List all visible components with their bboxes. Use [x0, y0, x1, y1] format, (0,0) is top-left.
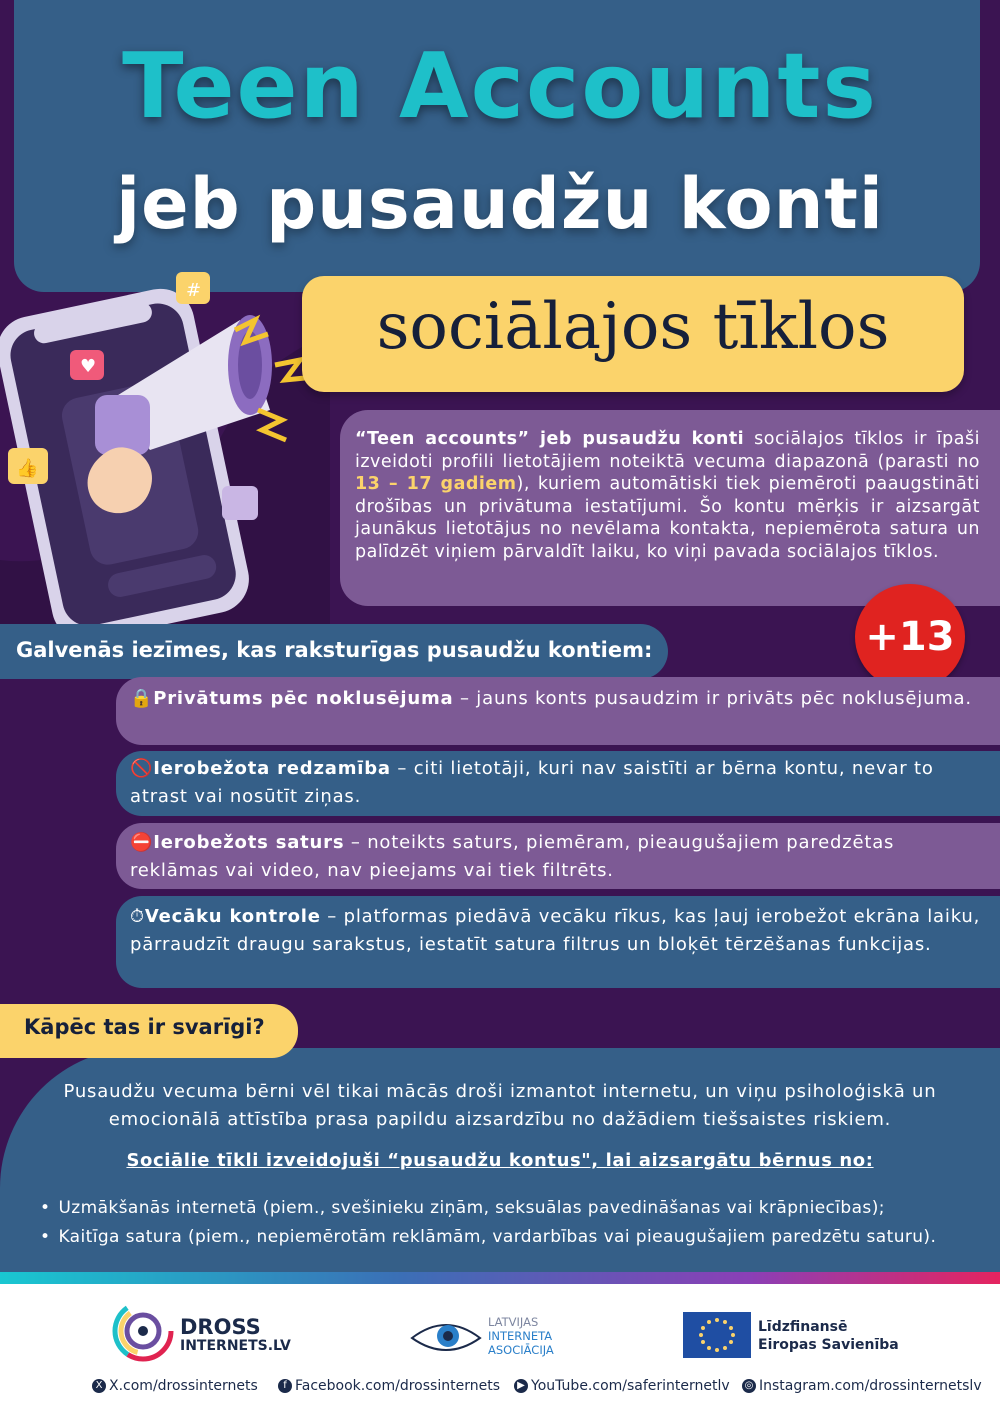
eye-logo-icon — [410, 1318, 482, 1356]
feature-text: – noteikts saturs, piemēram, pieaugušajiem paredzētas reklāmas vai video, nav pieejams vai tiek filtrēts. — [130, 832, 895, 881]
lia-line3: ASOCIĀCIJA — [488, 1343, 554, 1357]
page-subtitle: jeb pusaudžu konti — [116, 163, 884, 245]
eu-line1: Līdzfinansē — [758, 1319, 848, 1335]
gradient-divider — [0, 1272, 1000, 1284]
eu-logo-text — [758, 1318, 899, 1354]
feature-item — [130, 829, 985, 885]
feature-item — [130, 903, 985, 959]
feature-text: – citi lietotāji, kuri nav saistīti ar bērna kontu, nevar to atrast vai nosūtīt ziņas. — [130, 758, 934, 807]
instagram-icon: ◎ — [742, 1379, 756, 1393]
feature-item — [130, 685, 985, 713]
lia-logo-text — [488, 1315, 554, 1357]
intro-text — [355, 428, 980, 563]
social-label: YouTube.com/saferinternetlv — [531, 1378, 730, 1394]
dross-logo-line2: INTERNETS.LV — [180, 1338, 291, 1354]
facebook-icon: f — [278, 1379, 292, 1393]
svg-text:👍: 👍 — [16, 458, 39, 479]
subtitle-pill-text: sociālajos tīklos — [376, 290, 890, 364]
intro-text-2: ), kuriem automātiski tiek piemēroti paaugstināti drošības un privātuma iestatījumi. Šo kontu mērķis ir aizsargāt jaunākus lietotājus no nevēlama kontakta, nepiemērota satura un palīdzēt viņiem pārvaldīt laiku, ko viņi pavada sociālajos tīklos. — [355, 474, 980, 562]
why-paragraph: Pusaudžu vecuma bērni vēl tikai mācās droši izmantot internetu, un viņu psiholoģiskā un emocionālā attīstība prasa papildu aizsardzību no dažādiem tiešsaistes riskiem. — [63, 1081, 937, 1130]
social-label: Instagram.com/drossinternetslv — [759, 1378, 982, 1394]
intro-highlight: 13 – 17 gadiem — [355, 474, 517, 494]
social-label: X.com/drossinternets — [109, 1378, 258, 1394]
stopwatch-icon: ⏱ — [130, 906, 145, 927]
features-heading: Galvenās iezīmes, kas raksturīgas pusaudžu kontiem: — [16, 638, 653, 662]
why-bullet-list — [40, 1194, 995, 1252]
x-icon: X — [92, 1379, 106, 1393]
phone-megaphone-illustration — [0, 270, 330, 640]
feature-text: – jauns konts pusaudzim ir privāts pēc noklusējuma. — [453, 688, 972, 709]
feature-title: Ierobežota redzamība — [153, 758, 391, 779]
why-heading: Kāpēc tas ir svarīgi? — [24, 1015, 265, 1039]
list-item: • Kaitīga satura (piem., nepiemērotām reklāmām, vardarbības vai pieaugušajiem paredzētu saturu). — [40, 1223, 995, 1252]
page-title: Teen Accounts — [122, 34, 878, 139]
image-icon — [222, 486, 258, 520]
dross-internets-logo-icon — [112, 1300, 174, 1362]
social-link-instagram[interactable] — [742, 1378, 982, 1394]
svg-text:♥: ♥ — [80, 356, 97, 377]
prohibited-icon: 🚫 — [130, 758, 154, 779]
feature-item — [130, 755, 985, 811]
eu-line2: Eiropas Savienība — [758, 1337, 899, 1353]
lock-icon: 🔒 — [130, 688, 154, 709]
social-link-x[interactable] — [92, 1378, 258, 1394]
list-item: • Uzmākšanās internetā (piem., svešinieku ziņām, seksuālas pavedināšanas vai krāpniecības); — [40, 1194, 995, 1223]
social-link-youtube[interactable] — [514, 1378, 730, 1394]
feature-title: Ierobežots saturs — [153, 832, 345, 853]
dross-logo-line1: DROSS — [180, 1315, 261, 1339]
no-entry-icon: ⛔ — [130, 832, 154, 853]
feature-title: Vecāku kontrole — [144, 906, 321, 927]
lia-line1: LATVIJAS — [488, 1315, 539, 1329]
social-label: Facebook.com/drossinternets — [295, 1378, 500, 1394]
age-badge: +13 — [855, 584, 965, 690]
intro-lead: “Teen accounts” jeb pusaudžu konti — [355, 429, 745, 449]
svg-text:#: # — [186, 280, 202, 301]
feature-title: Privātums pēc noklusējuma — [153, 688, 454, 709]
why-underline-text: Sociālie tīkli izveidojuši “pusaudžu kontus", lai aizsargātu bērnus no: — [126, 1150, 874, 1171]
youtube-icon: ▶ — [514, 1379, 528, 1393]
feature-text: – platformas piedāvā vecāku rīkus, kas ļauj ierobežot ekrāna laiku, pārraudzīt draugu sarakstus, iestatīt satura filtrus un bloķēt tērzēšanas funkcijas. — [130, 906, 981, 955]
lia-line2: INTERNETA — [488, 1329, 553, 1343]
social-link-facebook[interactable] — [278, 1378, 500, 1394]
eu-flag-icon — [683, 1312, 751, 1358]
intro-text-1: sociālajos tīklos ir īpaši izveidoti profili lietotājiem noteiktā vecuma diapazonā (parasti no — [355, 429, 980, 472]
